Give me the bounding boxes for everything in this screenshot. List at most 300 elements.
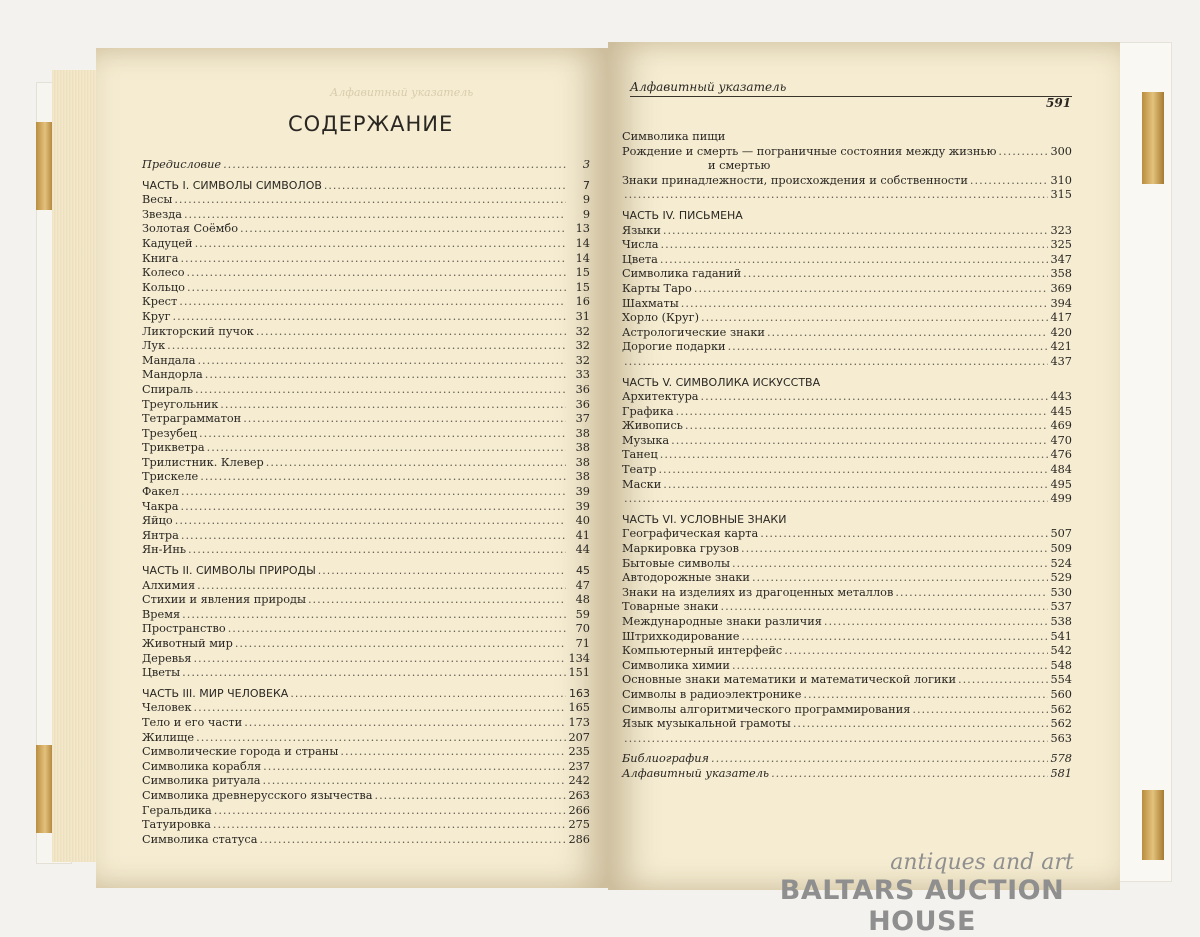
toc-entry-page: 263 [568,788,590,802]
toc-entry-label: Библиография [622,752,710,766]
toc-entry [142,716,590,731]
toc-entry-label: Географическая карта [622,527,759,541]
toc-entry [622,630,1072,645]
toc-entry-page: 562 [1050,702,1072,716]
toc-leader-dots [728,340,1048,355]
toc-leader-dots [676,405,1048,420]
toc-entry-page: 266 [568,803,590,817]
toc-entry-label: Алхимия [142,578,196,592]
toc-entry [142,745,590,760]
toc-leader-dots [214,804,566,819]
toc-entry-page: 36 [575,397,590,411]
toc-leader-dots [181,485,566,500]
toc-leader-dots [308,593,566,608]
toc-leader-dots [318,564,566,579]
toc-leader-dots [660,448,1048,463]
toc-entry-label: Треугольник [142,397,219,411]
toc-leader-dots [195,237,566,252]
toc-entry-label: Книга [142,251,179,265]
toc-leader-dots [694,282,1048,297]
toc-leader-dots [324,179,566,194]
toc-entry-label: Золотая Соёмбо [142,222,239,236]
toc-entry-label: ЧАСТЬ V. СИМВОЛИКА ИСКУССТВА [622,375,821,389]
toc-entry [622,253,1072,268]
toc-leader-dots [263,760,566,775]
toc-entry-label: ЧАСТЬ III. МИР ЧЕЛОВЕКА [142,686,289,700]
toc-leader-dots [223,158,566,173]
toc-entry-page: 538 [1050,615,1072,628]
toc-entry-page: 484 [1050,463,1072,477]
toc-entry-page: 14 [575,236,590,250]
toc-leader-dots [205,368,566,383]
toc-entry [622,297,1072,312]
toc-leader-dots [193,652,566,667]
toc-leader-dots [998,145,1048,160]
toc-leader-dots [685,419,1048,434]
toc-entry-label: Алфавитный указатель [622,766,770,780]
toc-entry-label: ЧАСТЬ IV. ПИСЬМЕНА [622,208,743,222]
toc-entry [142,543,590,558]
toc-leader-dots [180,252,566,267]
toc-entry-label: Мандорла [142,368,203,382]
toc-entry [142,608,590,623]
toc-entry [622,238,1072,253]
toc-leader-dots [173,310,566,325]
toc-entry-label: Карты Таро [622,281,692,295]
toc-entry [142,637,590,652]
toc-entry [622,688,1072,703]
toc-entry-label: Ян-Инь [142,543,187,557]
toc-entry-page: 15 [575,266,590,280]
toc-leader-dots [187,281,566,296]
toc-entry-page: 163 [569,686,590,700]
toc-entry-page: 562 [1050,717,1072,731]
toc-entry-label: Символы алгоритмического программирования [622,702,911,716]
toc-entry-page: 38 [575,426,590,440]
toc-leader-dots [771,767,1048,782]
toc-entry [622,463,1072,478]
toc-entry-label: Трикветра [142,441,205,455]
toc-entry [142,470,590,485]
toc-leader-dots [220,398,566,413]
toc-entry-page: 71 [575,637,590,650]
toc-leader-dots [732,557,1048,572]
toc-entry-label: Татуировка [142,818,211,832]
page-number: 591 [1046,96,1072,110]
toc-entry [622,527,1072,542]
toc-entry-label: Танец [622,448,658,462]
toc-entry-label: Астрологические знаки [622,325,765,339]
toc-entry-label: Символика статуса [142,832,258,846]
page-stack [52,70,102,862]
toc-entry-label: Деревья [142,651,192,665]
toc-entry-label: Товарные знаки [622,600,719,614]
toc-leader-dots [743,267,1048,282]
toc-entry-page: 207 [568,730,590,744]
toc-entry [142,593,590,608]
toc-entry-label: Основные знаки математики и математической логики [622,673,956,687]
toc-entry [142,295,590,310]
toc-entry [622,145,1072,160]
toc-entry-page: 358 [1050,267,1072,281]
toc-leader-dots [259,833,566,848]
toc-leader-dots [207,441,566,456]
toc-entry-label: Символика древнерусского язычества [142,788,373,802]
toc-leader-dots [182,608,566,623]
toc-entry [142,666,590,681]
toc-entry-page: 417 [1050,311,1072,325]
toc-entry [142,310,590,325]
toc-leader-dots [624,355,1048,370]
toc-entry-label: Символы в радиоэлектронике [622,687,802,701]
cover-gold-band [1142,92,1164,184]
toc-leader-dots [660,253,1048,268]
toc-entry-label: Спираль [142,382,193,396]
toc-entry-page: 499 [1050,492,1072,506]
toc-leader-dots [194,701,566,716]
toc-entry-label: Дорогие подарки [622,340,726,354]
toc-entry [622,159,1072,174]
toc-leader-dots [912,703,1048,718]
toc-leader-dots [197,354,566,369]
toc-leader-dots [803,688,1048,703]
toc-entry [142,427,590,442]
toc-entry-label: Графика [622,404,674,418]
toc-entry-page: 15 [575,280,590,294]
toc-entry-page: 134 [568,651,590,665]
toc-entry [622,188,1072,203]
toc-leader-dots [760,527,1048,542]
toc-leader-dots [197,579,566,594]
toc-leader-dots [732,659,1048,674]
toc-entry-label: Яйцо [142,514,173,528]
toc-entry [142,818,590,833]
toc-entry-label: ЧАСТЬ VI. УСЛОВНЫЕ ЗНАКИ [622,512,787,526]
toc-leader-dots [374,789,566,804]
toc-entry-label: Символика химии [622,658,730,672]
toc-leader-dots [188,543,566,558]
toc-entry-page: 310 [1050,173,1072,187]
toc-entry-page: 507 [1050,527,1072,541]
toc-leader-dots [701,390,1048,405]
toc-leader-dots [661,238,1049,253]
toc-entry [622,542,1072,557]
toc-entry-page: 41 [575,528,590,542]
toc-entry-label: Языки [622,223,661,237]
toc-entry [142,804,590,819]
toc-entry-page: 560 [1050,687,1072,701]
toc-entry-page: 509 [1050,542,1072,556]
toc-entry [142,237,590,252]
toc-right-column [622,130,1072,782]
toc-entry-label: Янтра [142,528,179,542]
toc-leader-dots [240,222,566,237]
toc-entry-page: 542 [1050,644,1072,658]
toc-leader-dots [235,637,566,652]
toc-entry-page: 173 [568,715,590,729]
toc-entry [142,266,590,281]
toc-part-heading [622,513,1072,528]
toc-entry-label: Кадуцей [142,236,193,250]
toc-entry-page: 70 [575,622,590,636]
toc-entry-label: Язык музыкальной грамоты [622,717,791,731]
toc-leader-dots [970,174,1048,189]
toc-entry-label: Театр [622,463,657,477]
toc-entry [622,355,1072,370]
toc-entry-page: 36 [575,382,590,396]
toc-entry-label: Международные знаки различия [622,615,822,628]
toc-entry-page: 39 [575,485,590,499]
toc-entry-page: 530 [1050,585,1072,599]
toc-entry-page: 420 [1050,325,1072,339]
toc-entry [622,174,1072,189]
toc-entry-label: Трискеле [142,470,199,484]
toc-leader-dots [663,478,1048,493]
toc-entry-label: Лук [142,339,166,353]
toc-entry [142,354,590,369]
toc-leader-dots [179,295,566,310]
toc-entry-page: 524 [1050,556,1072,570]
toc-entry [142,398,590,413]
toc-entry-page: 578 [1050,752,1072,766]
toc-entry-label: Символика ритуала [142,774,261,788]
toc-entry-label: Музыка [622,433,670,447]
toc-entry [622,478,1072,493]
toc-entry-page: 14 [575,251,590,265]
toc-entry [142,222,590,237]
toc-entry-page: 325 [1050,238,1072,252]
toc-entry-page: 286 [568,832,590,846]
toc-entry-page: 394 [1050,296,1072,310]
toc-entry [142,833,590,848]
toc-entry-page: 237 [568,759,590,773]
toc-entry-label: Символика корабля [142,759,262,773]
toc-entry-page: 32 [575,324,590,338]
toc-entry-label: Бытовые символы [622,556,730,570]
toc-entry-page: 275 [568,818,590,832]
toc-entry-label: Тетраграмматон [142,412,242,426]
toc-entry [622,311,1072,326]
toc-leader-dots [824,615,1048,630]
toc-entry [142,485,590,500]
toc-entry-label: Хорло (Круг) [622,311,699,325]
toc-entry-page: 495 [1050,477,1072,491]
toc-leader-dots [793,717,1048,732]
toc-leader-dots [263,774,566,789]
toc-entry [142,514,590,529]
toc-entry-label: Предисловие [142,158,222,171]
toc-entry [622,130,1072,145]
toc-part-heading [142,179,590,194]
toc-leader-dots [181,500,567,515]
toc-entry-page: 39 [575,499,590,513]
toc-leader-dots [244,716,566,731]
toc-leader-dots [184,208,566,223]
toc-entry-page: 47 [575,578,590,592]
toc-entry [142,193,590,208]
toc-leader-dots [181,529,566,544]
toc-leader-dots [256,325,566,340]
toc-entry-page: 38 [575,441,590,455]
toc-entry-label: Чакра [142,499,179,513]
toc-entry-label: Мандала [142,353,196,367]
toc-leader-dots [196,731,566,746]
toc-leader-dots [182,666,566,681]
toc-part-heading [622,209,1072,224]
toc-leader-dots [195,383,566,398]
toc-leader-dots [663,224,1048,239]
toc-entry-page: 548 [1050,658,1072,672]
toc-entry-label: Человек [142,701,192,715]
toc-entry-page: 541 [1050,629,1072,643]
toc-leader-dots [624,188,1048,203]
toc-leader-dots [767,326,1048,341]
toc-entry-page: 529 [1050,571,1072,585]
toc-entry [622,673,1072,688]
toc-entry [622,419,1072,434]
toc-entry-label: Маркировка грузов [622,542,740,556]
toc-leader-dots [243,412,566,427]
toc-entry [142,456,590,471]
watermark-brand: BALTARS AUCTION HOUSE [779,875,1065,937]
toc-leader-dots [681,297,1048,312]
toc-entry [622,717,1072,732]
watermark-tagline: antiques and art [890,850,1074,875]
toc-leader-dots [290,687,566,702]
toc-entry-page: 476 [1050,448,1072,462]
toc-entry-label: Ликторский пучок [142,324,254,338]
toc-entry-label: ЧАСТЬ II. СИМВОЛЫ ПРИРОДЫ [142,564,316,578]
toc-leader-dots [213,818,566,833]
toc-leader-dots [167,339,566,354]
toc-entry-label: Шахматы [622,296,679,310]
toc-leader-dots [895,586,1048,601]
toc-entry-page: 38 [575,470,590,484]
toc-entry-page: 369 [1050,281,1072,295]
toc-entry [622,282,1072,297]
toc-entry-page: 59 [575,607,590,621]
toc-entry-page: 554 [1050,673,1072,687]
toc-entry-label: Кольцо [142,280,185,294]
toc-entry-label: Символические города и страны [142,745,339,759]
toc-entry [142,760,590,775]
toc-entry-label: Компьютерный интерфейс [622,644,783,658]
toc-entry-page: 31 [575,309,590,323]
cover-gold-band [1142,790,1164,860]
toc-entry [142,325,590,340]
toc-entry-page: 421 [1050,340,1072,354]
toc-entry [142,579,590,594]
toc-entry-label: Символика гаданий [622,267,742,281]
toc-entry-page: 32 [575,339,590,353]
toc-entry [142,774,590,789]
toc-entry-label: Трилистник. Клевер [142,455,264,469]
toc-leader-dots [174,193,566,208]
toc-entry-page: 44 [575,543,590,557]
toc-leader-dots [711,752,1048,767]
toc-leader-dots [701,311,1048,326]
toc-entry [622,434,1072,449]
toc-entry-page: 48 [575,593,590,607]
toc-entry [622,224,1072,239]
toc-entry [622,390,1072,405]
toc-entry-page: 581 [1050,766,1072,780]
toc-entry-label: Штрихкодирование [622,629,740,643]
toc-entry [622,703,1072,718]
toc-entry-page: 7 [583,178,590,192]
toc-entry [142,701,590,716]
toc-entry-label: Пространство [142,622,226,636]
toc-entry-page: 537 [1050,600,1072,614]
toc-entry-label: Жилище [142,730,195,744]
toc-entry-page: 3 [582,158,590,171]
toc-entry [622,267,1072,282]
toc-entry-label: Стихии и явления природы [142,593,306,607]
toc-entry-label: Автодорожные знаки [622,571,750,585]
toc-entry-label: Трезубец [142,426,198,440]
toc-leader-dots [784,644,1048,659]
toc-entry [142,383,590,398]
toc-entry [622,644,1072,659]
toc-entry-label: Знаки на изделиях из драгоценных металлов [622,585,894,599]
toc-entry-page: 563 [1050,731,1072,745]
toc-entry-label: Тело и его части [142,715,243,729]
toc-leader-dots [742,630,1049,645]
toc-entry-label: ЧАСТЬ I. СИМВОЛЫ СИМВОЛОВ [142,178,322,192]
toc-entry-label: Символика пищи [622,130,726,143]
toc-entry [142,368,590,383]
toc-part-heading [622,376,1072,391]
toc-entry [142,208,590,223]
toc-entry [142,252,590,267]
running-header: Алфавитный указатель [630,80,1072,97]
toc-part-heading [142,687,590,702]
toc-entry-label: Архитектура [622,390,699,404]
toc-entry [622,326,1072,341]
toc-entry-page: 40 [575,514,590,528]
toc-entry-label: Время [142,607,181,621]
toc-leader-dots [624,492,1048,507]
toc-entry [142,412,590,427]
toc-leader-dots [741,542,1048,557]
toc-entry [622,732,1072,747]
toc-entry-label: Цвета [622,252,658,266]
toc-entry [622,615,1072,630]
toc-entry-page: 469 [1050,419,1072,433]
toc-left-column [142,158,590,847]
toc-entry-page: 300 [1050,144,1072,158]
toc-entry-label: Животный мир [142,637,233,650]
toc-entry-page: 151 [568,666,590,680]
toc-leader-dots [228,622,566,637]
toc-entry-label: Весы [142,193,173,207]
toc-entry [142,789,590,804]
toc-entry [142,339,590,354]
toc-entry-page: 315 [1050,188,1072,202]
toc-entry [622,767,1072,782]
toc-entry-page: 9 [582,193,590,207]
toc-entry [622,752,1072,767]
toc-entry [622,557,1072,572]
page-title: СОДЕРЖАНИЕ [288,112,454,136]
toc-entry-label: Геральдика [142,803,212,817]
toc-entry-page: 32 [575,353,590,367]
toc-entry-page: 16 [575,295,590,309]
toc-entry-label: Маски [622,477,662,491]
toc-entry-page: 9 [582,207,590,221]
toc-entry-label: Круг [142,309,171,323]
toc-leader-dots [958,673,1048,688]
